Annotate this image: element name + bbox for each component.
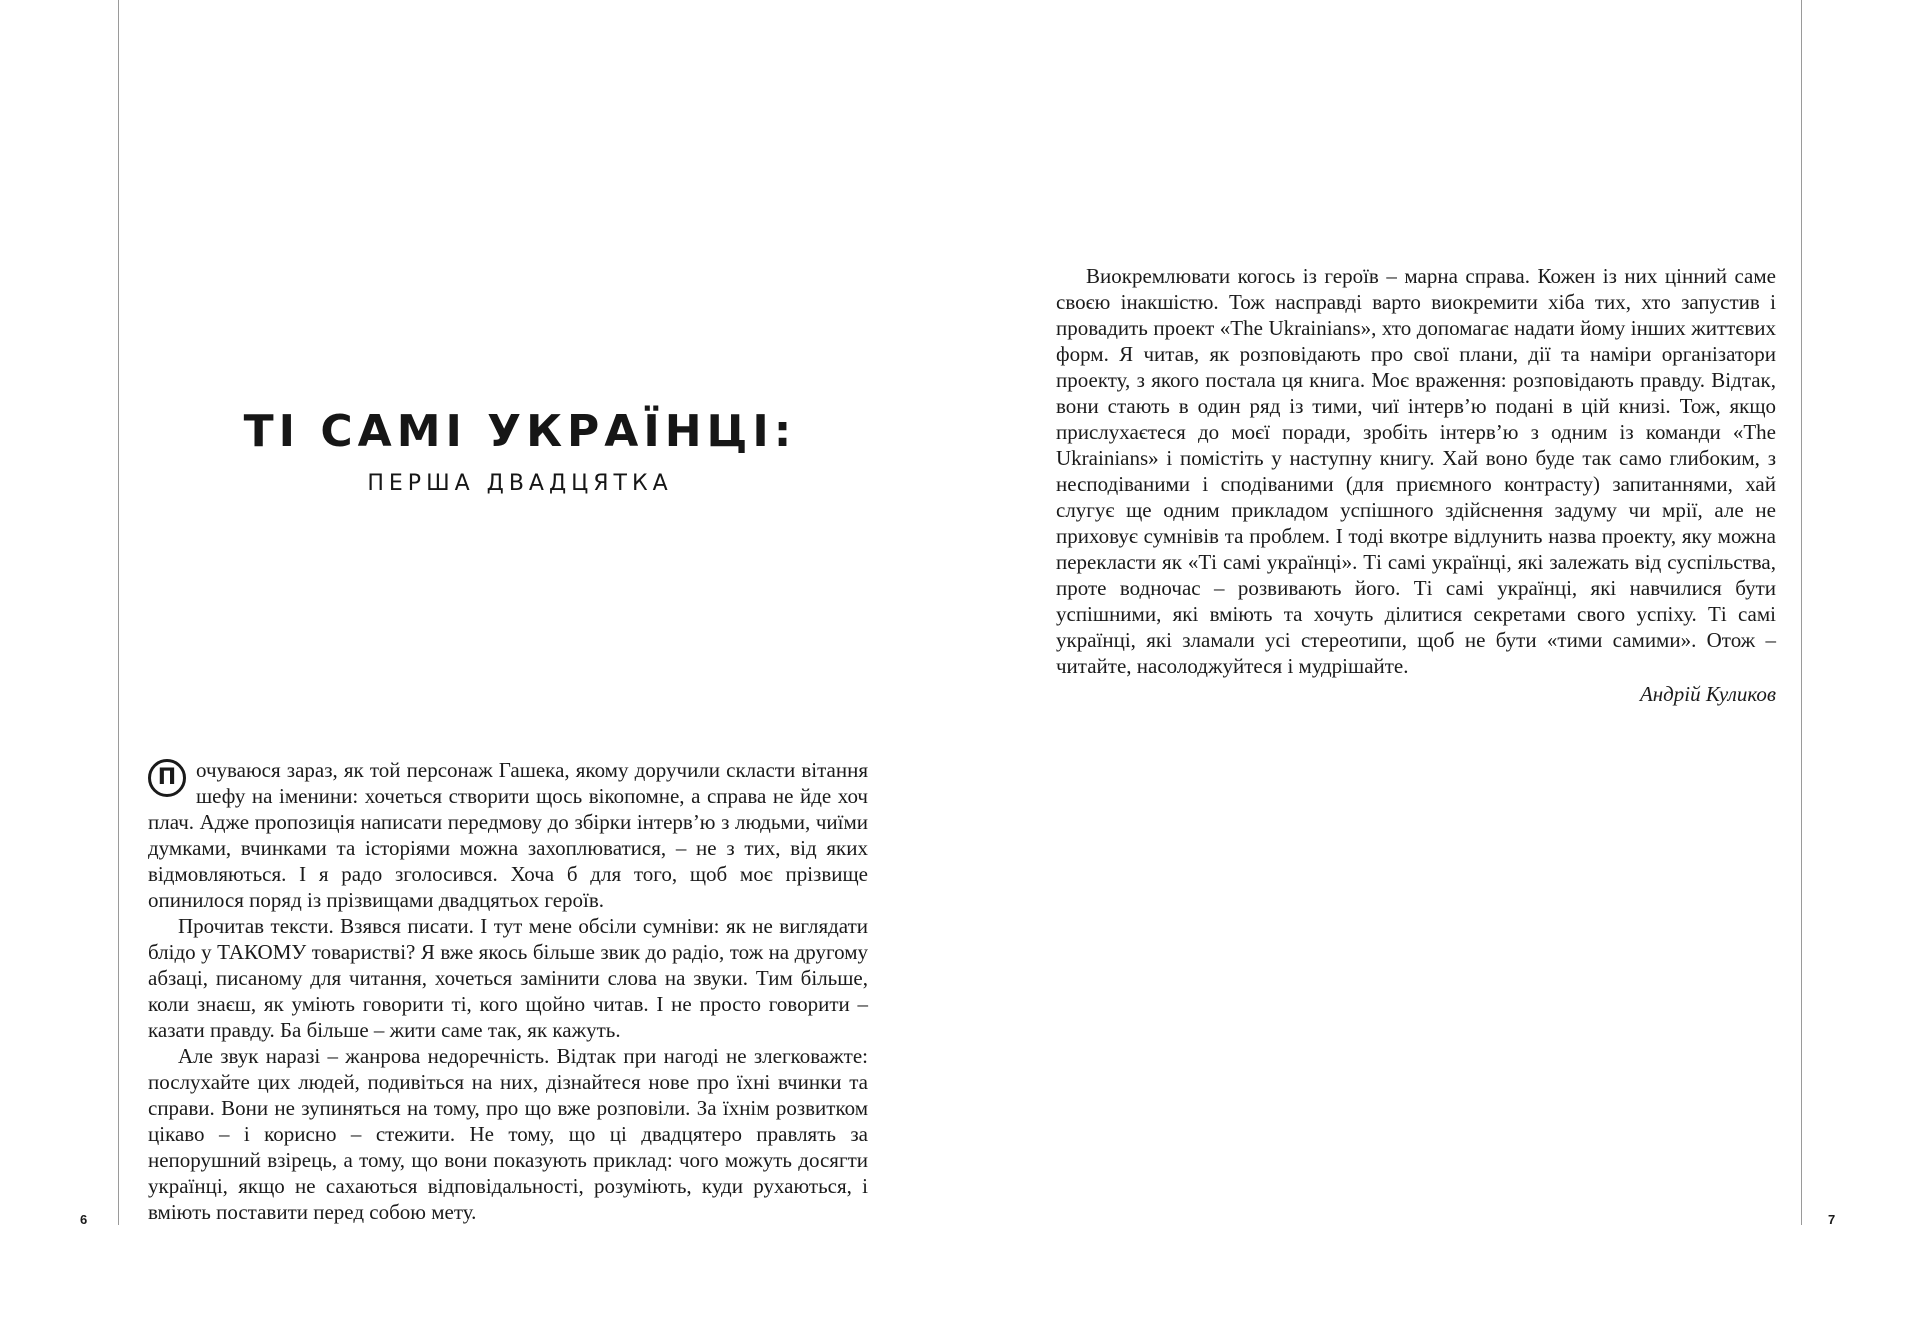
chapter-title: ТІ САМІ УКРАЇНЦІ: xyxy=(243,406,797,457)
right-page-text xyxy=(1056,263,1776,707)
right-page-paragraph: Виокремлювати когось із героїв – марна справа. Кожен із них цінний саме своєю інакшістю. Тож насправді варто виокремити хіба тих, хто запустив і провадить проект «The Ukrainians», хто допомагає надати йому інших життєвих форм. Я читав, як розповідають про свої плани, дії та наміри організатори проекту, з якого постала ця книга. Моє враження: розповідають правду. Відтак, вони стають в один ряд із тими, чиї інтерв’ю подані в цій книзі. Тож, якщо прислухаєтеся до моєї поради, зробіть інтерв’ю з одним із команди «The Ukrainians» і помістіть у наступну книгу. Хай воно буде так само глибоким, з несподіваними і сподіваними (для приємного контрасту) запитаннями, хай слугує ще одним прикладом успішного здійснення задуму чи мрії, але не приховує сумнівів та проблем. І тоді вкотре відлунить назва проекту, яку можна перекласти як «Ті самі українці». Ті самі українці, які залежать від суспільства, проте водночас – розвивають його. Ті самі українці, які навчилися бути успішними, які вміють та хочуть ділитися секретами свого успіху. Ті самі українці, які зламали усі стереотипи, щоб не бути «тими самими». Отож – читайте, насолоджуйтеся і мудрішайте. xyxy=(1056,264,1776,678)
right-page-margin-rule xyxy=(1801,0,1802,1225)
left-page-text xyxy=(148,757,868,1225)
left-page-paragraph-3: Але звук наразі – жанрова недоречність. Відтак при нагоді не злегковажте: послухайте цих людей, подивіться на них, дізнайтеся нове про їхні вчинки та справи. Вони не зупиняться на тому, про що вже розповіли. За їхнім розвитком цікаво – і корисно – стежити. Не тому, що ці двадцятеро правлять за непорушний взірець, а тому, що вони показують приклад: чого можуть досягти українці, якщо не сахаються відповідальності, розуміють, куди рухаються, і вміють поставити перед собою мету. xyxy=(148,1044,868,1224)
left-page-paragraph-2: Прочитав тексти. Взявся писати. І тут мене обсіли сумніви: як не виглядати блідо у ТАКОМУ товаристві? Я вже якось більше звик до радіо, тож на другому абзаці, писаному для читання, хочеться замінити слова на звуки. Тим більше, коли знаєш, як уміють говорити ті, кого щойно читав. І не просто говорити – казати правду. Ба більше – жити саме так, як кажуть. xyxy=(148,914,868,1042)
chapter-subtitle: ПЕРША ДВАДЦЯТКА xyxy=(367,471,673,496)
left-page-paragraph-1-text: очуваюся зараз, як той персонаж Гашека, якому доручили скласти вітання шефу на іменини: хочеться створити щось вікопомне, а справа не йде хоч плач. Адже пропозиція написати передмову до збірки інтерв’ю з людьми, чиїми думками, вчинками та історіями можна захоплюватися, – не з тих, від яких відмовляються. І я радо зголосився. Хоча б для того, щоб моє прізвище опинилося поряд із прізвищами двадцятьох героїв. xyxy=(148,758,868,912)
author-signature: Андрій Куликов xyxy=(1639,682,1776,706)
page-number-left: 6 xyxy=(80,1212,88,1227)
chapter-title-block xyxy=(230,405,810,496)
left-page-paragraph-1 xyxy=(148,757,868,913)
left-page-margin-rule xyxy=(118,0,119,1225)
page-number-right: 7 xyxy=(1828,1212,1836,1227)
dropcap-letter: П xyxy=(148,759,186,797)
